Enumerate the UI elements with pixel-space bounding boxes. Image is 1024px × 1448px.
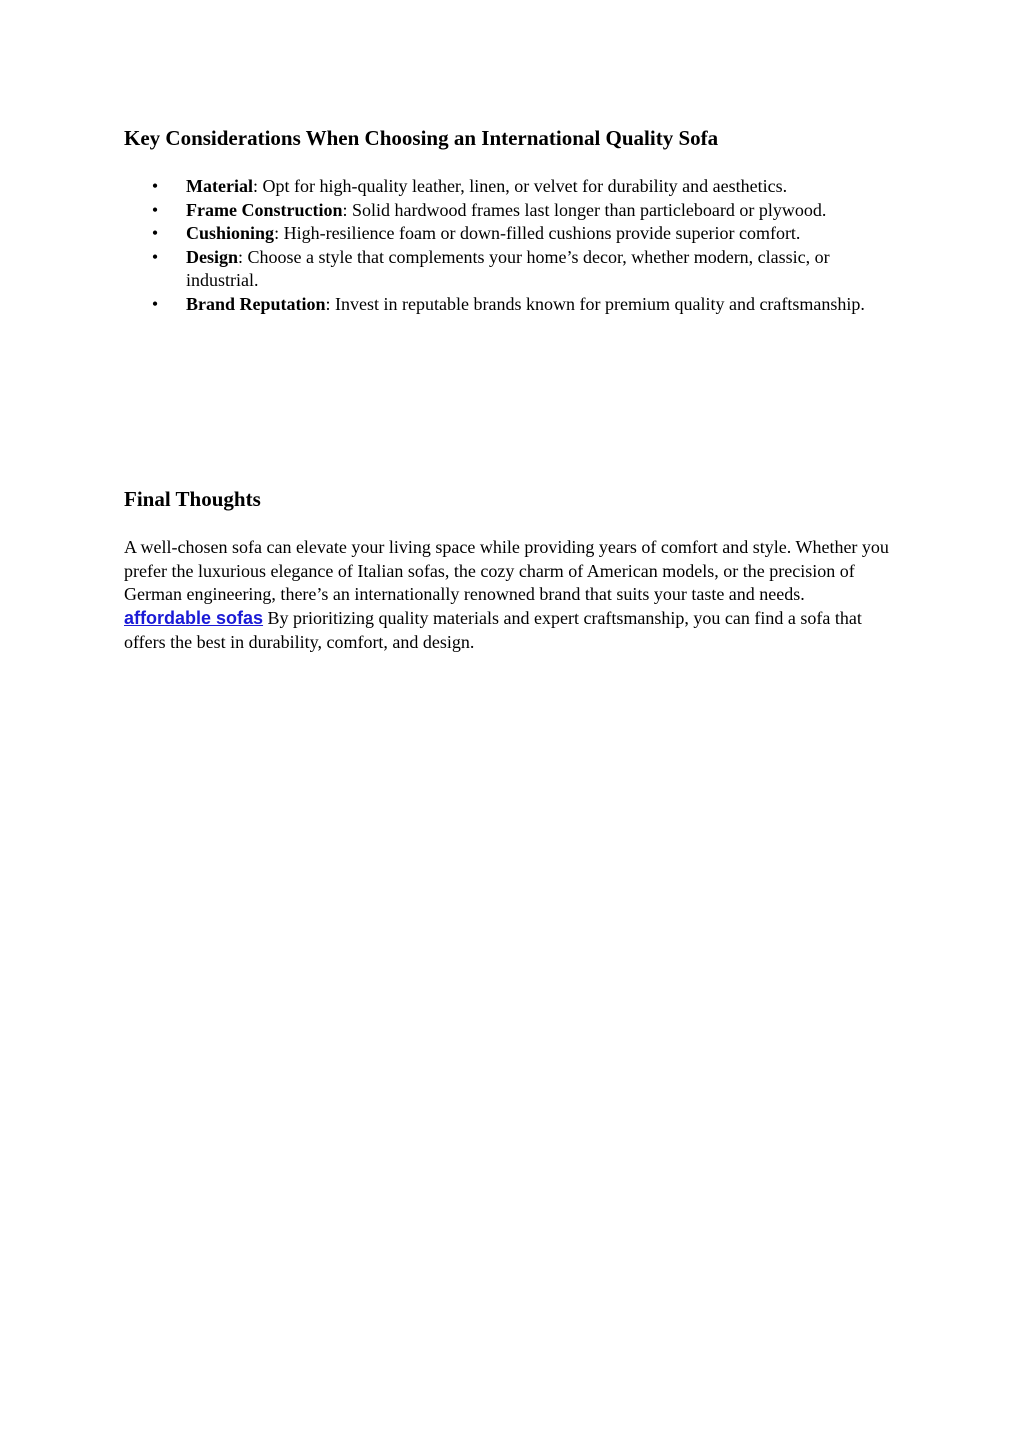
bullet-icon: •: [151, 199, 159, 220]
list-item-term: Material: [186, 176, 253, 196]
section-heading-final-thoughts: Final Thoughts: [124, 487, 261, 511]
list-item: [124, 293, 904, 317]
list-item-text: Choose a style that complements your home’s decor, whether modern, classic, or industrial.: [186, 246, 830, 291]
list-item-separator: :: [342, 199, 348, 220]
list-item-text: Opt for high-quality leather, linen, or velvet for durability and aesthetics.: [257, 176, 788, 196]
affordable-sofas-link[interactable]: affordable sofas: [124, 608, 264, 629]
bullet-icon: •: [151, 176, 159, 196]
bullet-icon: •: [151, 246, 159, 267]
list-item-separator: :: [252, 176, 258, 196]
list-item-term: Frame Construction: [186, 199, 343, 220]
list-item-separator: :: [274, 223, 280, 244]
list-item-term: Cushioning: [186, 223, 275, 244]
list-item-text: Solid hardwood frames last longer than particleboard or plywood.: [347, 199, 827, 220]
paragraph-text-after-link: By prioritizing quality materials and expert craftsmanship, you can find a sofa that offers the best in durability, comfort, and design.: [124, 608, 862, 652]
list-item: [124, 246, 904, 293]
list-item-text: High-resilience foam or down-filled cushions provide superior comfort.: [279, 223, 801, 244]
paragraph-text-before-link: A well-chosen sofa can elevate your living space while providing years of comfort and style. Whether you prefer the luxurious elegance of Italian sofas, the cozy charm of American models, or the precision of German engineering, there’s an internationally renowned brand that suits your taste and needs.: [124, 537, 889, 605]
list-item: [124, 199, 904, 223]
final-thoughts-paragraph: [124, 536, 894, 655]
list-item: [124, 175, 904, 199]
list-item-separator: :: [238, 246, 244, 267]
list-item-separator: :: [325, 293, 331, 314]
bullet-icon: •: [151, 293, 159, 314]
section-heading-key-considerations: Key Considerations When Choosing an International Quality Sofa: [124, 126, 719, 150]
list-item-text: Invest in reputable brands known for premium quality and craftsmanship.: [330, 293, 865, 314]
list-item-term: Brand Reputation: [186, 293, 326, 314]
considerations-list: [124, 175, 904, 317]
list-item: [124, 222, 904, 246]
list-item-term: Design: [186, 246, 239, 267]
bullet-icon: •: [151, 223, 159, 244]
